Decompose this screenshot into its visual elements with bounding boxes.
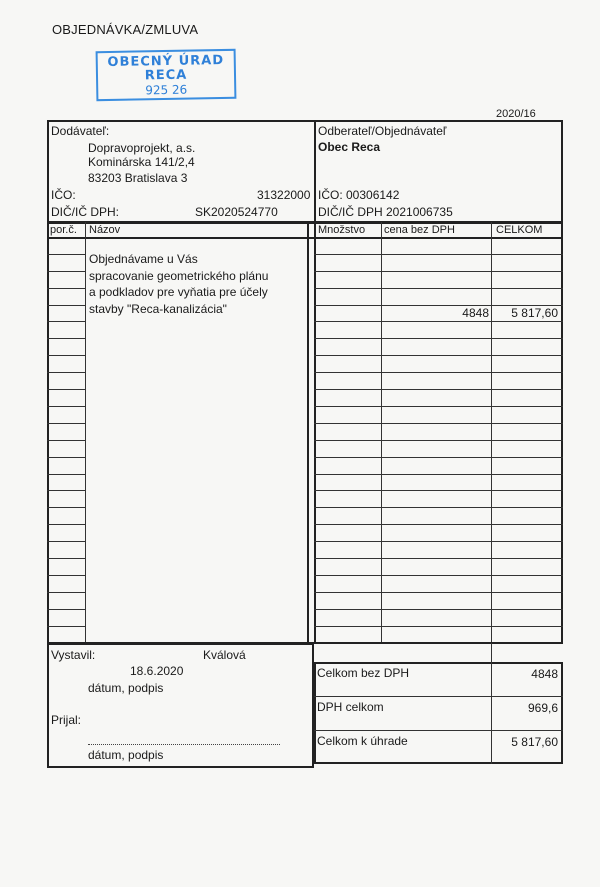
date-sign-caption-2: dátum, podpis <box>88 748 164 762</box>
table-row-line <box>47 321 85 322</box>
customer-heading: Odberateľ/Objednávateľ <box>318 124 447 138</box>
signature-line <box>88 744 280 745</box>
parties-divider <box>314 120 316 223</box>
issue-date: 18.6.2020 <box>130 664 184 678</box>
vat-label: DPH celkom <box>317 700 384 714</box>
table-row-line <box>314 271 563 272</box>
item-description-line: Objednávame u Vás <box>89 252 198 266</box>
totals-row-line <box>314 696 563 697</box>
table-row-line <box>47 541 85 542</box>
supplier-city: 83203 Bratislava 3 <box>88 171 188 185</box>
table-row-line <box>47 558 85 559</box>
table-row-line <box>314 558 563 559</box>
stamp-line-2: RECA <box>144 67 188 84</box>
supplier-street: Kominárska 141/2,4 <box>88 155 195 169</box>
order-number: 2020/16 <box>496 108 536 120</box>
table-row-line <box>47 288 85 289</box>
issued-label: Vystavil: <box>51 648 96 662</box>
table-num-divider <box>85 222 86 644</box>
stamp-line-3: 925 26 <box>145 82 188 98</box>
totals-divider <box>491 643 492 764</box>
table-row-line <box>47 575 85 576</box>
table-row-line <box>47 507 85 508</box>
table-row-line <box>47 372 85 373</box>
col-header-name: Názov <box>89 224 121 236</box>
table-row-line <box>47 423 85 424</box>
table-row-line <box>47 254 85 255</box>
table-price-divider <box>491 222 492 644</box>
customer-ico: IČO: 00306142 <box>318 188 400 202</box>
table-row-line <box>47 305 85 306</box>
table-right-border <box>561 222 563 644</box>
sum-net-label: Celkom bez DPH <box>317 666 410 680</box>
table-row-line <box>47 524 85 525</box>
customer-dic: DIČ/IČ DPH 2021006735 <box>318 205 453 219</box>
item-description-line: spracovanie geometrického plánu <box>89 268 269 283</box>
table-row-line <box>314 609 563 610</box>
table-row-line <box>47 626 85 627</box>
table-row-line <box>314 288 563 289</box>
date-sign-caption-1: dátum, podpis <box>88 681 164 695</box>
table-row-line <box>314 389 563 390</box>
table-row-line <box>314 507 563 508</box>
table-row-line <box>314 592 563 593</box>
table-row-line <box>47 389 85 390</box>
col-header-price: cena bez DPH <box>384 224 455 236</box>
supplier-name: Dopravoprojekt, a.s. <box>88 141 196 155</box>
col-header-num: por.č. <box>50 224 77 236</box>
item-description <box>89 251 304 317</box>
table-row-line <box>314 372 563 373</box>
table-name-right-border <box>307 222 309 644</box>
table-row-line <box>314 457 563 458</box>
col-header-total: CELKOM <box>496 224 543 236</box>
table-row-line <box>314 575 563 576</box>
table-row-line <box>314 541 563 542</box>
table-row-line <box>314 355 563 356</box>
document-title: OBJEDNÁVKA/ZMLUVA <box>52 22 199 37</box>
supplier-dic-value: SK2020524770 <box>195 205 278 219</box>
table-row-line <box>314 474 563 475</box>
table-row-line <box>314 626 563 627</box>
sum-net-value: 4848 <box>531 667 558 681</box>
table-row-line <box>47 490 85 491</box>
table-row-line <box>314 254 563 255</box>
item-price: 4848 <box>462 306 489 320</box>
table-left-border <box>47 222 49 644</box>
table-row-line <box>314 490 563 491</box>
received-label: Prijal: <box>51 713 82 727</box>
table-row-line <box>47 355 85 356</box>
table-row-line <box>47 457 85 458</box>
table-row-line <box>314 524 563 525</box>
table-qty-divider <box>381 222 382 644</box>
issuer-name: Kválová <box>203 648 246 662</box>
table-header-top <box>47 222 563 224</box>
table-row-line <box>314 440 563 441</box>
table-row-line <box>47 474 85 475</box>
stamp-line-1: OBECNÝ ÚRAD <box>107 52 225 71</box>
to-pay-label: Celkom k úhrade <box>317 734 408 748</box>
table-row-line <box>314 423 563 424</box>
table-row-line <box>47 338 85 339</box>
vat-value: 969,6 <box>527 701 558 715</box>
customer-name: Obec Reca <box>318 140 381 154</box>
supplier-dic-label: DIČ/IČ DPH: <box>51 205 120 219</box>
office-stamp <box>96 49 237 101</box>
totals-row-line <box>314 730 563 731</box>
table-row-line <box>47 271 85 272</box>
table-right-part-left-border <box>314 222 316 644</box>
supplier-heading: Dodávateľ: <box>51 124 110 138</box>
item-description-line: stavby "Reca-kanalizácia" <box>89 301 227 316</box>
table-row-line <box>314 406 563 407</box>
table-row-line <box>314 321 563 322</box>
item-description-line: a podkladov pre vyňatia pre účely <box>89 285 268 299</box>
table-row-line <box>314 338 563 339</box>
to-pay-value: 5 817,60 <box>511 735 558 749</box>
item-total: 5 817,60 <box>511 306 558 320</box>
table-row-line <box>47 592 85 593</box>
supplier-ico-label: IČO: <box>51 188 76 202</box>
table-row-line <box>47 440 85 441</box>
table-row-line <box>47 406 85 407</box>
col-header-qty: Množstvo <box>318 224 366 236</box>
table-header-bottom <box>47 237 563 239</box>
supplier-ico-value: 31322000 <box>257 188 311 202</box>
table-row-line <box>47 609 85 610</box>
